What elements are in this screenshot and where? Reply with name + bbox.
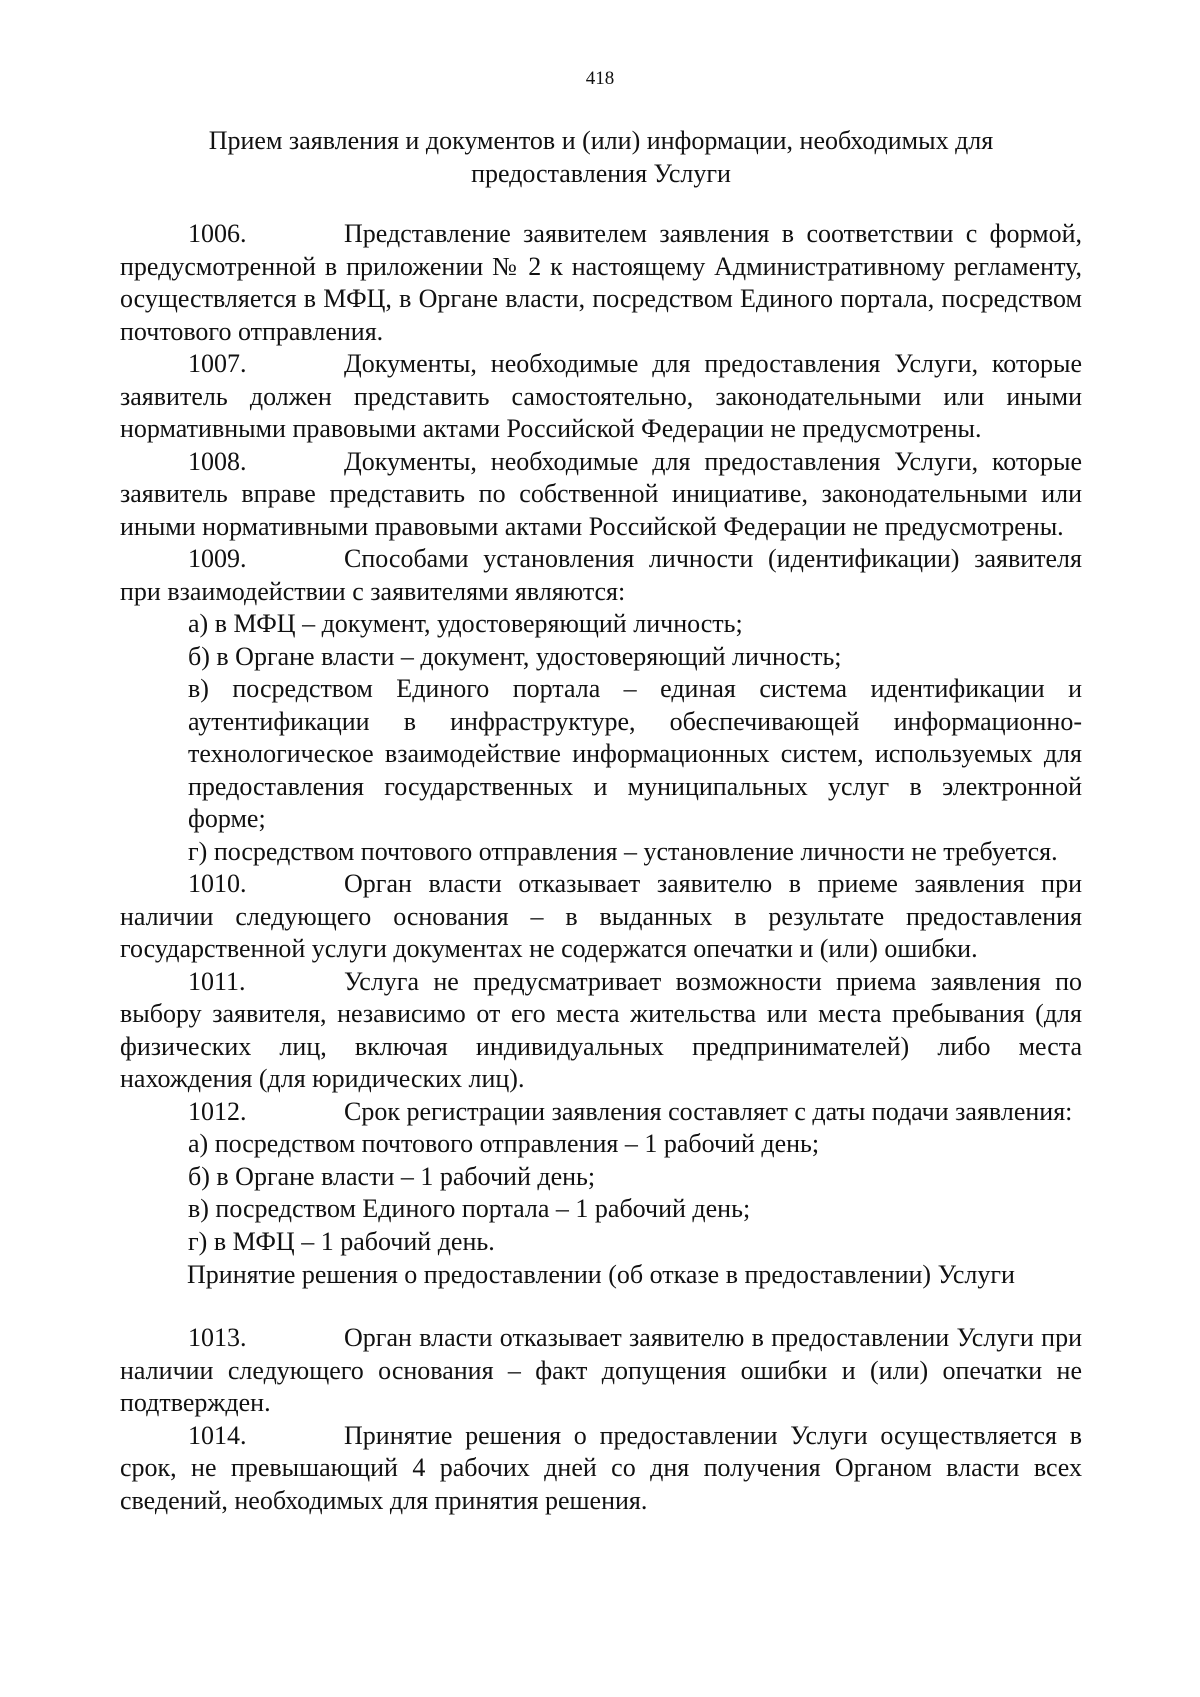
paragraph-1013 xyxy=(120,1322,1082,1420)
list-item: г) посредством почтового отправления – установление личности не требуется. xyxy=(188,836,1058,866)
paragraph-1007 xyxy=(120,348,1082,446)
paragraph-text: Орган власти отказывает заявителю в приеме заявления при наличии следующего основания – в выданных в результате предоставления государственной услуги документах не содержатся опечатки и (или) ошибки. xyxy=(120,869,1082,963)
paragraph-number: 1014. xyxy=(188,1420,247,1450)
list-item: в) посредством Единого портала – единая система идентификации и аутентификации в инфраструктуре, обеспечивающей информационно-технологическое взаимодействие информационных систем, используемых для предоставления государственных и муниципальных услуг в электронной форме; xyxy=(188,674,1082,833)
list-item: г) в МФЦ – 1 рабочий день. xyxy=(188,1226,495,1256)
paragraph-number: 1012. xyxy=(188,1096,247,1126)
paragraph-1009 xyxy=(120,543,1082,608)
section-heading-decision: Принятие решения о предоставлении (об отказе в предоставлении) Услуги xyxy=(187,1260,1015,1289)
paragraph-text: Срок регистрации заявления составляет с даты подачи заявления: xyxy=(344,1096,1073,1126)
paragraph-number: 1010. xyxy=(188,869,247,898)
paragraph-1006 xyxy=(120,218,1082,348)
paragraph-text: Документы, необходимые для предоставления Услуги, которые заявитель вправе представить по собственной инициативе, законодательными или иными нормативными правовыми актами Российской Федерации не предусмотрены. xyxy=(120,446,1082,541)
paragraph-text: Принятие решения о предоставлении Услуги осуществляется в срок, не превышающий 4 рабочих дней со дня получения Органом власти всех сведений, необходимых для принятия решения. xyxy=(120,1420,1082,1515)
paragraph-text: Представление заявителем заявления в соответствии с формой, предусмотренной в приложении № 2 к настоящему Административному регламенту, осуществляется в МФЦ, в Органе власти, посредством Единого портала, посредством почтового отправления. xyxy=(120,219,1082,346)
paragraph-text: Орган власти отказывает заявителю в предоставлении Услуги при наличии следующего основания – факт допущения ошибки и (или) опечатки не подтвержден. xyxy=(120,1323,1082,1417)
paragraph-number: 1007. xyxy=(188,349,247,378)
paragraph-number: 1009. xyxy=(188,544,247,573)
paragraph-1011 xyxy=(120,966,1082,1096)
paragraph-1008 xyxy=(120,446,1082,544)
list-item: б) в Органе власти – документ, удостоверяющий личность; xyxy=(188,641,842,671)
section-heading-reception xyxy=(120,124,1082,190)
paragraph-number: 1008. xyxy=(188,446,247,476)
page-number: 418 xyxy=(585,68,615,89)
paragraph-1010 xyxy=(120,868,1082,966)
section-body-reception xyxy=(120,218,1082,1258)
paragraph-text: Способами установления личности (идентификации) заявителя при взаимодействии с заявителями являются: xyxy=(120,544,1082,606)
section-heading-line: предоставления Услуги xyxy=(471,159,731,188)
paragraph-number: 1006. xyxy=(188,219,247,248)
paragraph-1012 xyxy=(120,1096,1082,1129)
paragraph-text: Документы, необходимые для предоставления Услуги, которые заявитель должен представить самостоятельно, законодательными или иными нормативными правовыми актами Российской Федерации не предусмотрены. xyxy=(120,349,1082,443)
list-item: а) в МФЦ – документ, удостоверяющий личность; xyxy=(188,609,743,638)
paragraph-text: Услуга не предусматривает возможности приема заявления по выбору заявителя, независимо от его места жительства или места пребывания (для физических лиц, включая индивидуальных предпринимателей) либо места нахождения (для юридических лиц). xyxy=(120,966,1082,1093)
list-item: а) посредством почтового отправления – 1 рабочий день; xyxy=(188,1129,820,1158)
section-body-decision xyxy=(120,1322,1082,1517)
list-item: б) в Органе власти – 1 рабочий день; xyxy=(188,1161,596,1191)
paragraph-1014 xyxy=(120,1420,1082,1518)
section-heading-line: Прием заявления и документов и (или) информации, необходимых для xyxy=(208,126,994,155)
paragraph-number: 1013. xyxy=(188,1323,247,1352)
paragraph-number: 1011. xyxy=(188,966,246,996)
list-item: в) посредством Единого портала – 1 рабочий день; xyxy=(188,1194,751,1223)
